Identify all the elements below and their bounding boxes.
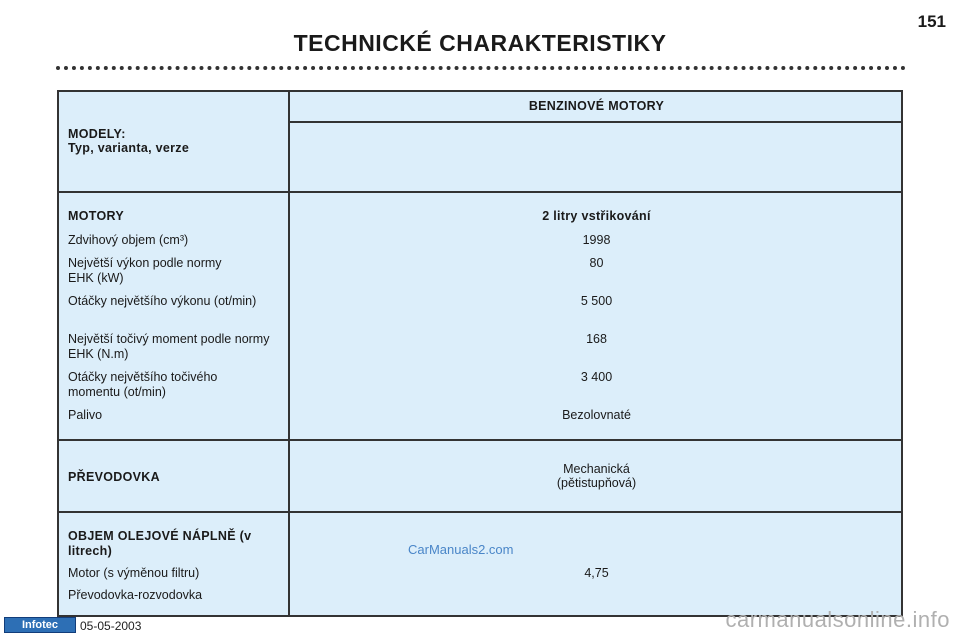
row-label-torque-rpm: Otáčky největšího točivého momentu (ot/min) [68,370,218,399]
row-divider-engine [59,439,901,441]
oil-row-label-gearbox: Převodovka-rozvodovka [68,588,203,602]
gearbox-value-type: Mechanická [563,462,630,476]
engine-value: 2 litry vstřikování [542,209,651,223]
models-sublabel: Typ, varianta, verze [68,141,190,155]
row-label-max-power: Největší výkon podle normy EHK (kW) [68,256,222,285]
header-petrol-engines: BENZINOVÉ MOTORY [528,99,665,113]
row-value-max-power: 80 [589,256,604,270]
gearbox-value-speeds: (pětistupňová) [556,476,637,490]
row-value-torque-rpm: 3 400 [580,370,613,384]
gearbox-label: PŘEVODOVKA [68,470,160,484]
row-value-power-rpm: 5 500 [580,294,613,308]
oil-row-label-engine: Motor (s výměnou filtru) [68,566,200,580]
page-number: 151 [917,12,946,31]
spec-table [57,90,903,617]
row-label-max-torque: Největší točivý moment podle normy EHK (N.m) [68,332,270,361]
engine-header: MOTORY [68,209,124,223]
row-value-fuel: Bezolovnaté [562,408,631,422]
row-label-power-rpm: Otáčky největšího výkonu (ot/min) [68,294,257,308]
row-divider-header [288,121,901,123]
row-label-fuel: Palivo [68,408,103,422]
oil-row-value-engine: 4,75 [584,566,609,580]
models-label: MODELY: [68,127,126,141]
column-divider [288,92,290,615]
oil-capacity-label: OBJEM OLEJOVÉ NÁPLNĚ (v litrech) [68,529,252,558]
row-value-displacement: 1998 [582,233,611,247]
page-title: TECHNICKÉ CHARAKTERISTIKY [293,30,667,56]
dotted-rule [56,66,906,70]
row-label-displacement: Zdvihový objem (cm³) [68,233,189,247]
row-divider-models [59,191,901,193]
row-divider-gearbox [59,511,901,513]
watermark-carmanuals2: CarManuals2.com [408,542,514,557]
infotec-badge: Infotec [4,617,76,633]
row-value-max-torque: 168 [586,332,607,346]
footer-date: 05-05-2003 [80,619,142,633]
watermark-carmanualsonline: carmanualsonline.info [725,607,950,632]
